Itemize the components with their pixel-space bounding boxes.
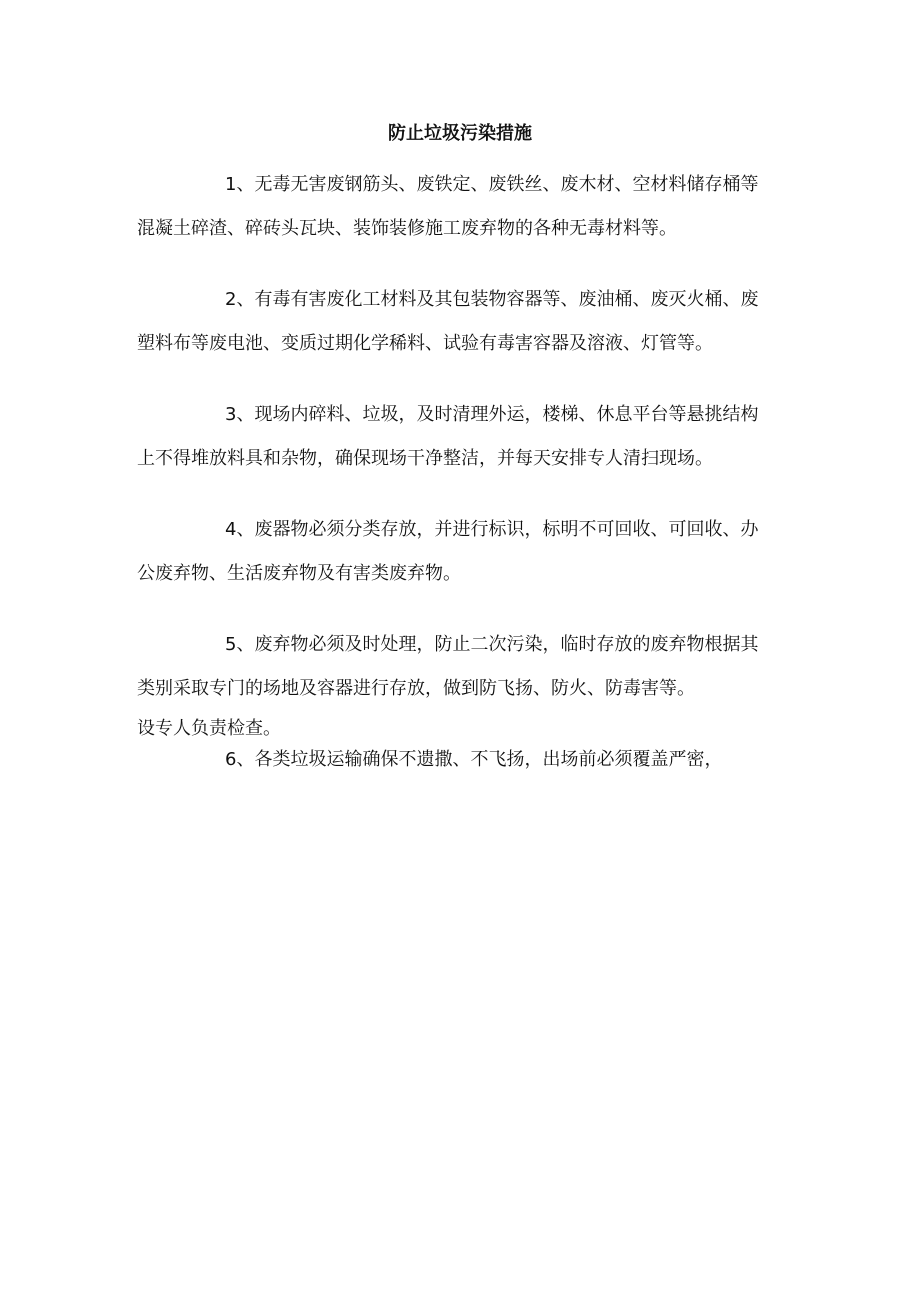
paragraph-1-line-1: 1、无毒无害废钢筋头、废铁定、废铁丝、废木材、空材料储存桶等 bbox=[225, 174, 759, 195]
paragraph-4 bbox=[137, 508, 787, 596]
paragraph-4-line-2: 公废弃物、生活废弃物及有害类废弃物。 bbox=[137, 563, 461, 584]
paragraph-5-line-2: 类别采取专门的场地及容器进行存放，做到防飞扬、防火、防毒害等。 bbox=[137, 678, 695, 699]
paragraph-3 bbox=[137, 393, 787, 481]
paragraph-2-line-1: 2、有毒有害废化工材料及其包装物容器等、废油桶、废灭火桶、废 bbox=[225, 289, 759, 310]
paragraph-4-line-1: 4、废器物必须分类存放，并进行标识，标明不可回收、可回收、办 bbox=[225, 519, 759, 540]
paragraph-2 bbox=[137, 278, 787, 366]
paragraph-3-line-2: 上不得堆放料具和杂物，确保现场干净整洁，并每天安排专人清扫现场。 bbox=[137, 448, 713, 469]
document-body bbox=[137, 163, 787, 809]
paragraph-6-line-2: 设专人负责检查。 bbox=[137, 718, 281, 739]
paragraph-3-line-1: 3、现场内碎料、垃圾，及时清理外运，楼梯、休息平台等悬挑结构 bbox=[225, 404, 759, 425]
paragraph-6 bbox=[137, 738, 787, 782]
paragraph-5 bbox=[137, 623, 787, 711]
document-title: 防止垃圾污染措施 bbox=[388, 123, 532, 144]
paragraph-6-line-1: 6、各类垃圾运输确保不遗撒、不飞扬，出场前必须覆盖严密， bbox=[225, 749, 723, 770]
paragraph-2-line-2: 塑料布等废电池、变质过期化学稀料、试验有毒害容器及溶液、灯管等。 bbox=[137, 333, 713, 354]
paragraph-1-line-2: 混凝土碎渣、碎砖头瓦块、装饰装修施工废弃物的各种无毒材料等。 bbox=[137, 218, 677, 239]
paragraph-5-line-1: 5、废弃物必须及时处理，防止二次污染，临时存放的废弃物根据其 bbox=[225, 634, 759, 655]
paragraph-1 bbox=[137, 163, 787, 251]
